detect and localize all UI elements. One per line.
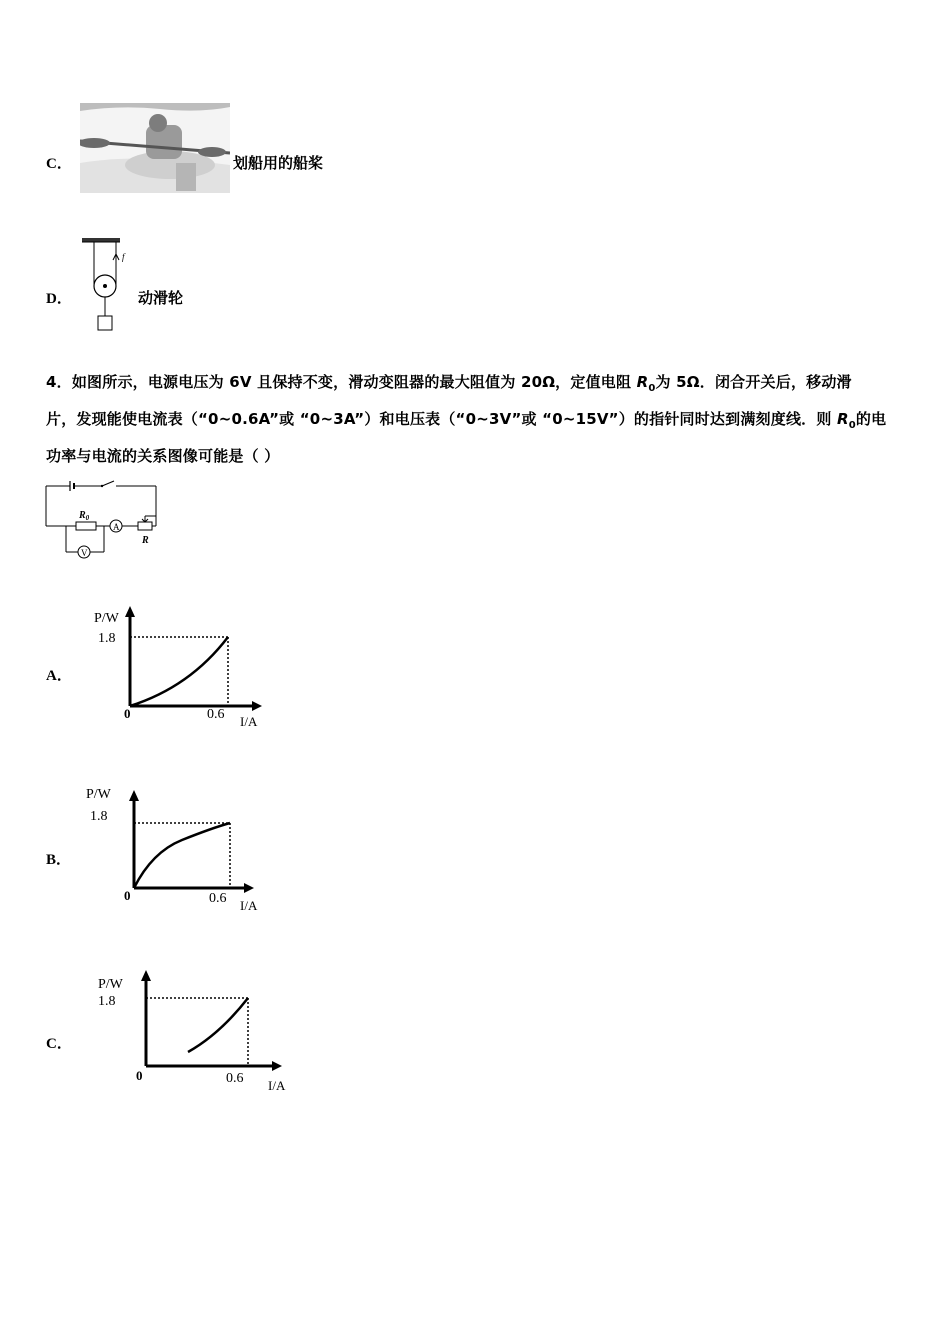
x-axis-label: I/A <box>240 898 258 912</box>
option-d-text: 动滑轮 <box>138 289 184 307</box>
switch <box>102 481 114 486</box>
y-tick: 1.8 <box>90 809 108 824</box>
y-tick: 1.8 <box>98 994 116 1009</box>
graph-b-letter: B． <box>46 852 72 868</box>
graph-a-letter: A． <box>46 668 72 684</box>
origin-label: 0 <box>124 706 131 721</box>
y-axis-label: P/W <box>94 611 119 626</box>
y-axis-label: P/W <box>98 977 123 992</box>
question-line-2: 片，发现能使电流表（“0~0.6A”或 “0~3A”）和电压表（“0~3V”或 “0~15V”）的指针同时达到满刻度线．则 $R_0$的电 <box>46 410 887 431</box>
question-line-3: 功率与电流的关系图像可能是（ ） <box>46 447 280 465</box>
circuit-diagram <box>44 480 160 564</box>
r0-label: $R_0$ <box>79 510 90 522</box>
option-d-letter: D． <box>46 291 72 307</box>
y-axis-label: P/W <box>86 787 111 802</box>
x-axis-label: I/A <box>240 714 258 729</box>
question-number: 4． <box>46 373 72 391</box>
x-axis-label: I/A <box>268 1078 286 1093</box>
boat-paddle-photo <box>80 103 230 193</box>
question-line-1: 4．如图所示，电源电压为 6V 且保持不变，滑动变阻器的最大阻值为 20Ω，定值电阻 $R_0$为 5Ω．闭合开关后，移动滑 <box>46 373 852 394</box>
power-curve <box>134 823 230 888</box>
graph-a <box>90 602 270 730</box>
option-c-text: 划船用的船桨 <box>233 154 324 172</box>
ammeter-label: A <box>113 522 120 532</box>
graph-b <box>82 782 262 912</box>
r-label: R <box>142 535 149 546</box>
x-tick: 0.6 <box>207 707 225 722</box>
graph-c-letter: C． <box>46 1036 72 1052</box>
x-tick: 0.6 <box>226 1071 244 1086</box>
origin-label: 0 <box>124 888 131 903</box>
origin-label: 0 <box>136 1068 143 1083</box>
y-tick: 1.8 <box>98 631 116 646</box>
x-tick: 0.6 <box>209 891 227 906</box>
graph-c <box>92 964 292 1096</box>
power-curve <box>188 998 248 1052</box>
r0-resistor <box>76 522 96 530</box>
rheostat <box>138 522 152 530</box>
option-c-letter: C． <box>46 156 72 172</box>
voltmeter-label: V <box>81 548 88 558</box>
power-curve <box>130 637 228 706</box>
movable-pulley-diagram <box>78 236 134 336</box>
svg-text:f: f <box>122 252 125 262</box>
